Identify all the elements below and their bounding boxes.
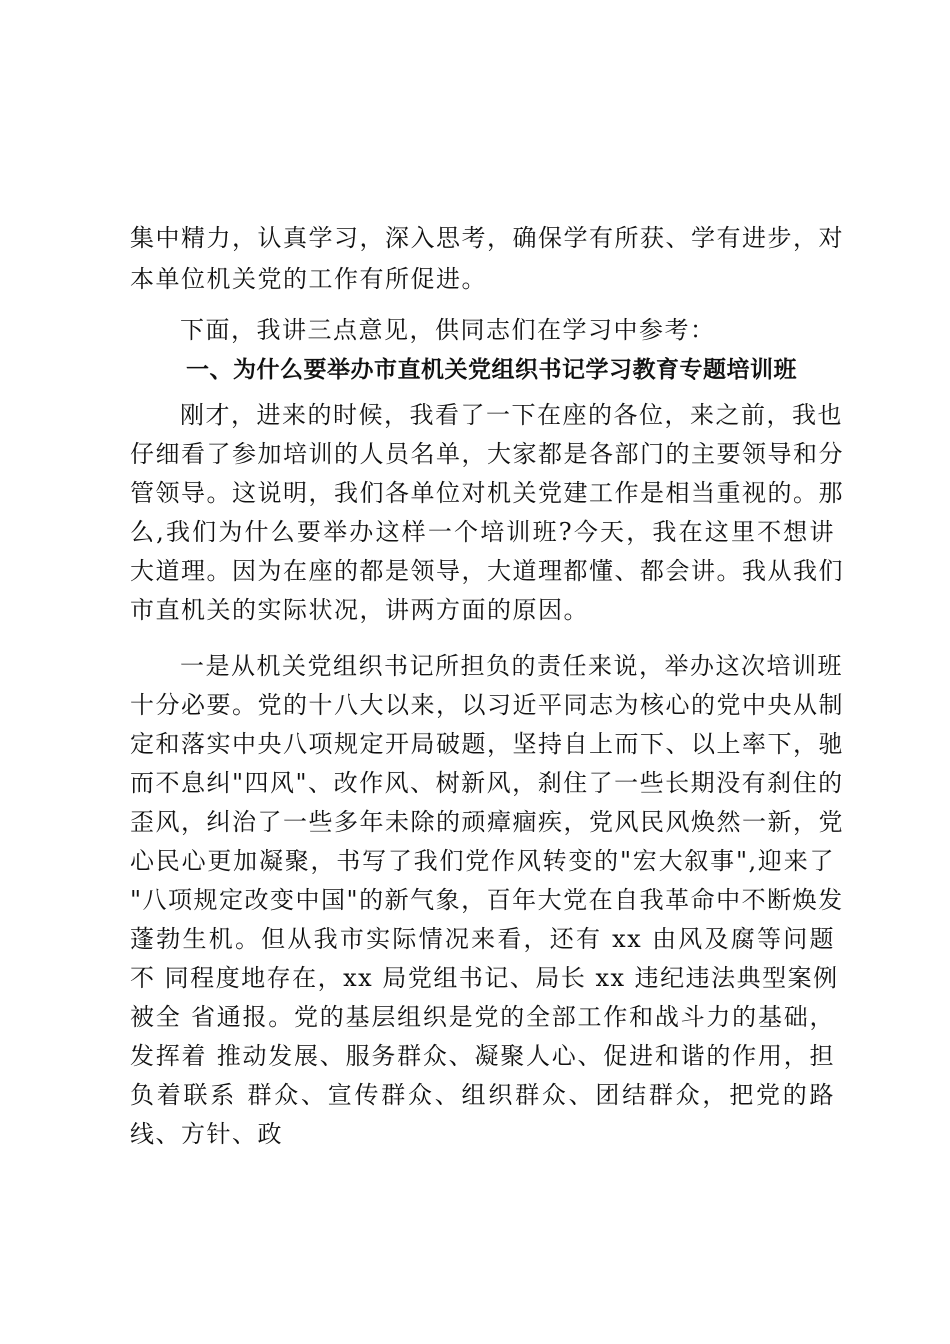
paragraph-line: 么,我们为什么要举办这样一个培训班?今天，我在这里不想讲 [130, 518, 835, 546]
paragraph-line: 发挥着 推动发展、服务群众、凝聚人心、促进和谐的作用，担 [130, 1042, 835, 1070]
paragraph-line: 十分必要。党的十八大以来，以习近平同志为核心的党中央从制 [130, 691, 844, 719]
paragraph-line: 被全 省通报。党的基层组织是党的全部工作和战斗力的基础， [130, 1003, 835, 1031]
paragraph-line: 线、方针、政 [130, 1120, 283, 1148]
paragraph-line: 不 同程度地存在，xx 局党组书记、局长 xx 违纪违法典型案例 [130, 964, 839, 992]
paragraph-line: 蓬勃生机。但从我市实际情况来看，还有 xx 由风及腐等问题 [130, 925, 835, 953]
paragraph-line: 刚才，进来的时候，我看了一下在座的各位，来之前，我也 [180, 401, 843, 429]
paragraph-line: 市直机关的实际状况，讲两方面的原因。 [130, 596, 589, 624]
paragraph-line: 定和落实中央八项规定开局破题，坚持自上而下、以上率下，驰 [130, 730, 844, 758]
paragraph-line: 下面，我讲三点意见，供同志们在学习中参考： [180, 316, 716, 344]
paragraph-line: 管领导。这说明，我们各单位对机关党建工作是相当重视的。那 [130, 479, 844, 507]
paragraph-line: 心民心更加凝聚，书写了我们党作风转变的"宏大叙事",迎来了 [130, 847, 835, 875]
section-heading: 一、为什么要举办市直机关党组织书记学习教育专题培训班 [186, 357, 797, 383]
paragraph-line: 负着联系 群众、宣传群众、组织群众、团结群众，把党的路 [130, 1081, 835, 1109]
paragraph-line: 仔细看了参加培训的人员名单，大家都是各部门的主要领导和分 [130, 440, 844, 468]
paragraph-line: 而不息纠"四风"、改作风、树新风，刹住了一些长期没有刹住的 [130, 769, 844, 797]
paragraph-line: 集中精力，认真学习，深入思考，确保学有所获、学有进步，对 [130, 224, 844, 252]
paragraph-line: "八项规定改变中国"的新气象，百年大党在自我革命中不断焕发 [130, 886, 844, 914]
paragraph-line: 本单位机关党的工作有所促进。 [130, 265, 487, 293]
paragraph-line: 一是从机关党组织书记所担负的责任来说，举办这次培训班 [180, 652, 843, 680]
paragraph-line: 大道理。因为在座的都是领导，大道理都懂、都会讲。我从我们 [130, 557, 844, 585]
paragraph-line: 歪风，纠治了一些多年未除的顽瘴痼疾，党风民风焕然一新，党 [130, 808, 844, 836]
